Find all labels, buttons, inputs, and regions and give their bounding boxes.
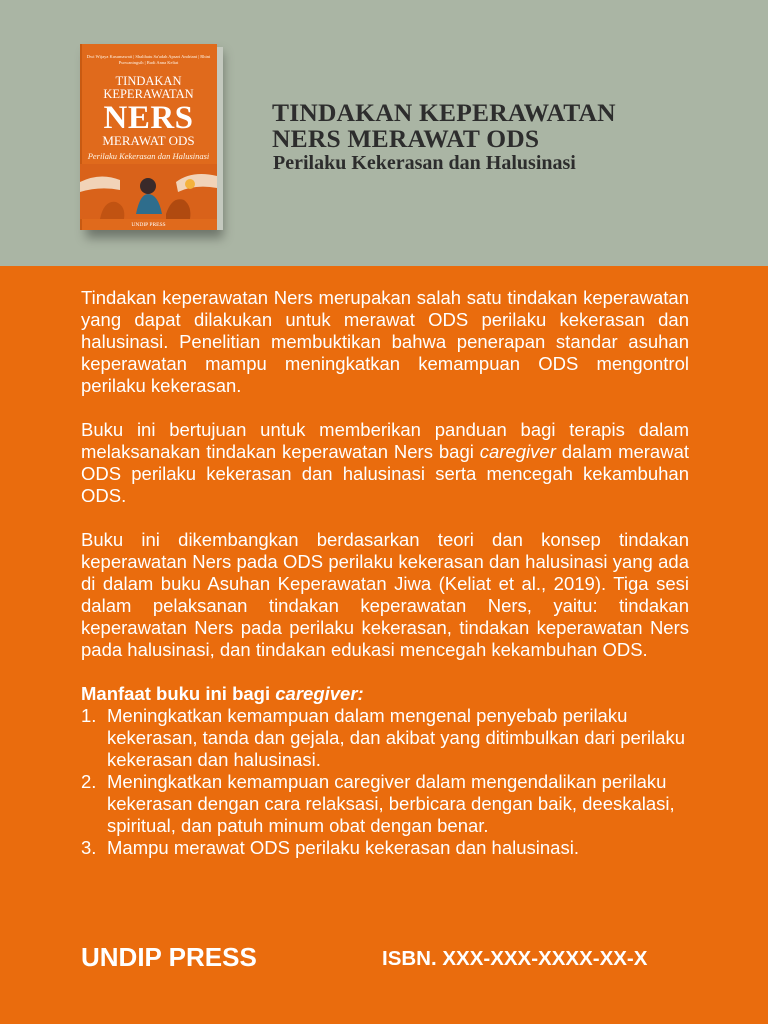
- benefits-list: [81, 705, 689, 859]
- benefits-list-item: [81, 705, 689, 771]
- book-cover-authors: Dwi Wijaya Kusumawati | Shalihatu Sa'adah Apsari Andriani | Rhini Purwaningsih | Budi Anna Keliat: [86, 54, 211, 65]
- blurb-paragraph-2-emphasis: caregiver: [479, 441, 556, 462]
- book-cover-title-line-1: TINDAKAN KEPERAWATAN: [103, 74, 194, 101]
- back-cover-blurb: [81, 287, 689, 859]
- book-cover-subtitle: Perilaku Kekerasan dan Halusinasi: [87, 151, 210, 161]
- book-cover-edge: [217, 47, 223, 230]
- book-cover-title-line-2: NERS: [103, 100, 194, 136]
- benefits-heading-start: Manfaat buku ini bagi: [81, 683, 276, 704]
- list-item-number: 3.: [81, 837, 97, 858]
- blurb-paragraph-2-start: Buku ini bertujuan untuk memberikan panduan bagi terapis dalam melaksanakan tindakan keperawatan Ners bagi: [81, 419, 689, 462]
- blurb-paragraph-2-end: dalam merawat ODS perilaku kekerasan dan halusinasi serta mencegah kekambuhan ODS.: [81, 441, 690, 506]
- list-item-number: 2.: [81, 771, 97, 792]
- benefits-list-item: [81, 771, 689, 837]
- list-item-text: Mampu merawat ODS perilaku kekerasan dan halusinasi.: [107, 837, 579, 858]
- blurb-paragraph-2: [81, 419, 689, 507]
- publisher-name: UNDIP PRESS: [81, 942, 257, 972]
- blurb-paragraph-1: Tindakan keperawatan Ners merupakan salah satu tindakan keperawatan yang dapat dilakukan untuk merawat ODS perilaku kekerasan dan halusinasi. Penelitian membuktikan bahwa penerapan standar asuhan keperawatan mampu meningkatkan kemampuan ODS mengontrol perilaku kekerasan.: [81, 287, 689, 396]
- benefits-list-item: [81, 837, 689, 859]
- page-subtitle: Perilaku Kekerasan dan Halusinasi: [273, 152, 576, 174]
- list-item-text: Meningkatkan kemampuan dalam mengenal penyebab perilaku kekerasan, tanda dan gejala, dan akibat yang ditimbulkan dari perilaku kekerasan dan halusinasi.: [107, 705, 685, 770]
- page-title-line-2: NERS MERAWAT ODS: [272, 124, 540, 153]
- blurb-paragraph-3: Buku ini dikembangkan berdasarkan teori dan konsep tindakan keperawatan Ners pada ODS perilaku kekerasan dan halusinasi yang ada di dalam buku Asuhan Keperawatan Jiwa (Keliat et al., 2019). Tiga sesi dalam pelaksanan tindakan keperawatan Ners, yaitu: tindakan keperawatan Ners pada perilaku kekerasan, tindakan keperawatan Ners pada halusinasi, dan tindakan edukasi mencegah kekambuhan ODS.: [81, 529, 689, 660]
- list-item-number: 1.: [81, 705, 97, 726]
- isbn-number: ISBN. XXX-XXX-XXXX-XX-X: [382, 947, 648, 970]
- list-item-text: Meningkatkan kemampuan caregiver dalam mengendalikan perilaku kekerasan dengan cara relaksasi, berbicara dengan baik, deeskalasi, spiritual, dan patuh minum obat dengan benar.: [107, 771, 675, 836]
- page-title-line-1: TINDAKAN KEPERAWATAN: [272, 98, 616, 127]
- header-band: [0, 0, 768, 266]
- benefits-heading-emphasis: caregiver:: [275, 683, 364, 704]
- book-cover-publisher: UNDIP PRESS: [131, 222, 166, 228]
- book-cover-illustration: [80, 164, 217, 219]
- book-cover-image: [80, 44, 217, 230]
- book-cover-title-line-3: MERAWAT ODS: [102, 133, 195, 148]
- benefits-heading: [81, 683, 689, 705]
